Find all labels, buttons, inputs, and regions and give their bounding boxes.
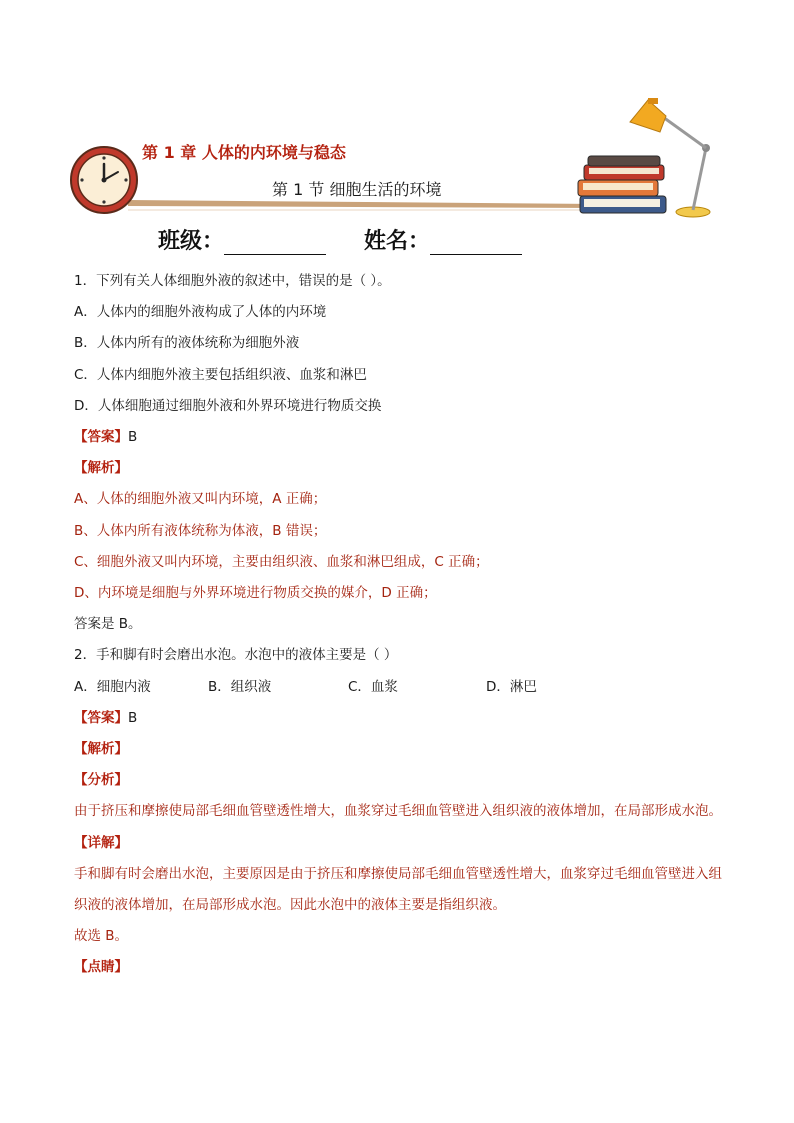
q2-stem: 2．手和脚有时会磨出水泡。水泡中的液体主要是（ ）: [74, 647, 398, 664]
clock-icon: [71, 147, 137, 213]
q1-option-b: B．人体内所有的液体统称为细胞外液: [74, 335, 300, 352]
q2-option-c: C．血浆: [348, 678, 398, 695]
q2-xiangjie-text: 手和脚有时会磨出水泡，主要原因是由于挤压和摩擦使局部毛细血管壁透性增大，血浆穿过毛细血管壁进入组织液的液体增加，在局部形成水泡。因此水泡中的液体主要是指组织液。: [74, 865, 722, 914]
q1-stem: 1．下列有关人体细胞外液的叙述中，错误的是（ ）。: [74, 273, 391, 289]
q1-option-a: A．人体内的细胞外液构成了人体的内环境: [74, 304, 327, 321]
q2-conclusion: 故选 B。: [74, 928, 129, 945]
header-decoration: [0, 0, 794, 250]
q1-answer: [74, 422, 722, 453]
header-underline: [128, 200, 600, 208]
q2-answer-value: B: [128, 709, 138, 726]
q1-option-c: C．人体内细胞外液主要包括组织液、血浆和淋巴: [74, 366, 367, 383]
chapter-title: 第 1 章 人体的内环境与稳态: [142, 143, 346, 162]
q1-analysis-c: C、细胞外液又叫内环境，主要由组织液、血浆和淋巴组成，C 正确；: [74, 553, 489, 570]
class-label: 班级：: [158, 229, 225, 254]
q1-answer-tag: 【答案】: [74, 429, 128, 446]
q2-analysis-tag: 【解析】: [74, 741, 128, 758]
class-name-row: [158, 224, 522, 255]
q2-options: [74, 672, 722, 703]
q2-option-a: A．细胞内液: [74, 678, 151, 695]
q1-answer-value: B: [128, 429, 138, 446]
name-blank: [430, 234, 522, 255]
q2-answer: [74, 703, 722, 734]
q2-option-d: D．淋巴: [486, 678, 537, 695]
class-blank: [224, 234, 326, 255]
books-icon: [578, 156, 666, 213]
question-content: [74, 266, 722, 984]
q2-option-b: B．组织液: [208, 678, 272, 695]
page-header: [0, 0, 794, 254]
q2-xiangjie-tag: 【详解】: [74, 834, 128, 851]
q2-fenxi-tag: 【分析】: [74, 772, 128, 789]
q1-analysis-a: A、人体的细胞外液又叫内环境，A 正确；: [74, 491, 327, 508]
q2-answer-tag: 【答案】: [74, 709, 128, 726]
q1-analysis-d: D、内环境是细胞与外界环境进行物质交换的媒介，D 正确；: [74, 585, 437, 602]
q1-analysis-b: B、人体内所有液体统称为体液，B 错误；: [74, 522, 327, 539]
q1-option-d: D．人体细胞通过细胞外液和外界环境进行物质交换: [74, 397, 382, 414]
q2-fenxi-text: 由于挤压和摩擦使局部毛细血管壁透性增大，血浆穿过毛细血管壁进入组织液的液体增加，在局部形成水泡。: [74, 803, 722, 820]
q2-dianjing-tag: 【点睛】: [74, 959, 128, 976]
section-title: 第 1 节 细胞生活的环境: [272, 180, 442, 199]
q1-conclusion: 答案是 B。: [74, 616, 142, 633]
q1-analysis-tag: 【解析】: [74, 460, 128, 477]
name-label: 姓名：: [364, 229, 431, 254]
